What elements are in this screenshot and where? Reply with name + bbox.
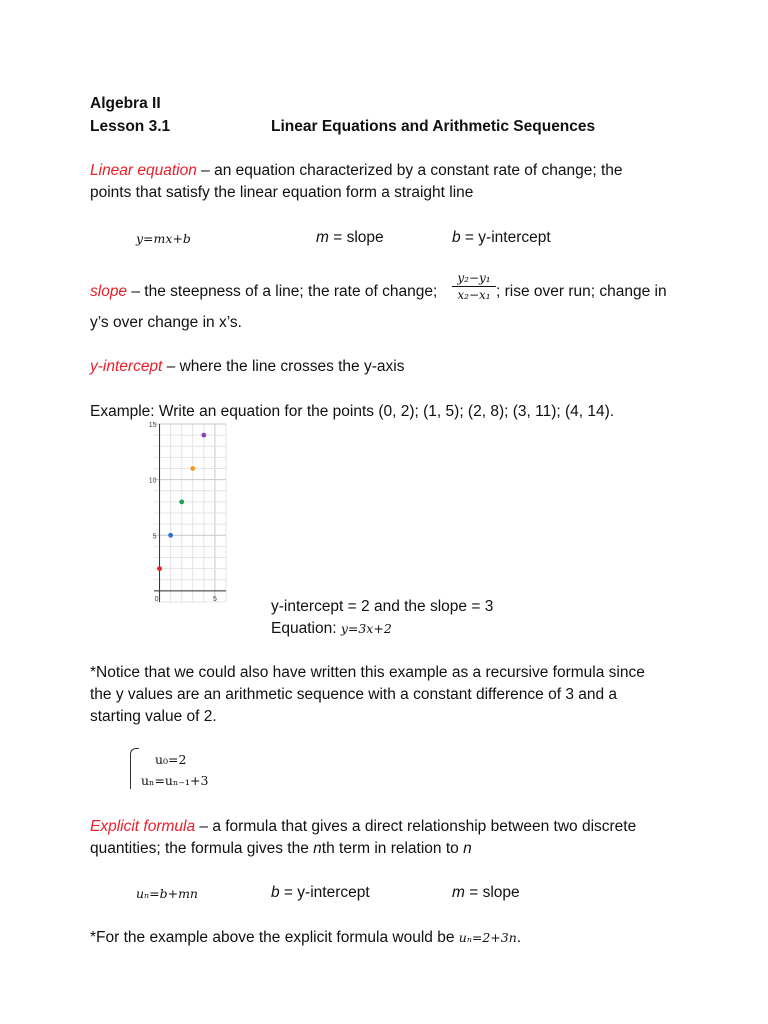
x-tick-label: 0 [154, 595, 159, 603]
explicit-n-2: n [463, 840, 472, 857]
m-var: m [316, 229, 329, 246]
slope-fraction [452, 271, 496, 302]
linear-equation-definition [90, 162, 623, 180]
equation-label: Equation: [271, 620, 341, 637]
y-tick-label: 15 [148, 422, 157, 429]
notice-line-2: the y values are an arithmetic sequence with a constant difference of 3 and a [90, 686, 618, 703]
slope-numerator: y₂−y₁ [457, 271, 491, 285]
equation-formula: y=3x+2 [340, 621, 392, 636]
lesson-title: Linear Equations and Arithmetic Sequences [271, 118, 596, 135]
m-desc: = slope [328, 229, 384, 246]
recursive-rule: uₙ=uₙ₋₁+3 [141, 773, 209, 788]
slope-text: – the steepness of a line; the rate of change; [127, 283, 438, 300]
y-tick-label: 10 [148, 477, 157, 485]
explicit-text: – a formula that gives a direct relationship between two discrete [195, 818, 637, 835]
slope-text-b: ; rise over run; change in [496, 283, 667, 300]
example-equation [271, 620, 392, 638]
explicit-formula: uₙ=b+mn [136, 886, 198, 901]
lesson-number: Lesson 3.1 [90, 118, 171, 135]
slope-term: slope [90, 283, 128, 300]
data-point [157, 566, 162, 571]
explicit-example [90, 929, 521, 947]
y-intercept-text: – where the line crosses the y-axis [162, 358, 405, 375]
explicit-b-desc: = y-intercept [279, 884, 370, 901]
y-tick-label: 5 [152, 533, 157, 541]
notice-line-1: *Notice that we could also have written this example as a recursive formula since [90, 664, 645, 681]
example-result: y-intercept = 2 and the slope = 3 [271, 598, 494, 615]
example-scatter-chart [130, 420, 230, 620]
recursive-initial: u₀=2 [155, 752, 187, 767]
example-prompt: Example: Write an equation for the points (0, 2); (1, 5); (2, 8); (3, 11); (4, 14). [90, 403, 615, 420]
recursive-brace [130, 748, 139, 789]
linear-equation-term: Linear equation [90, 162, 197, 179]
m-definition [316, 229, 384, 247]
data-point [168, 533, 173, 538]
explicit-m-var: m [452, 884, 465, 901]
data-point [201, 433, 206, 438]
explicit-b-definition [271, 884, 370, 902]
slope-denominator: x₂−x₁ [457, 288, 491, 302]
explicit-m-definition [452, 884, 520, 902]
y-intercept-definition [90, 358, 404, 376]
linear-equation-text-2: points that satisfy the linear equation form a straight line [90, 184, 474, 201]
b-var: b [452, 229, 461, 246]
explicit-example-text: *For the example above the explicit formula would be [90, 929, 459, 946]
explicit-term: Explicit formula [90, 818, 196, 835]
notice-line-3: starting value of 2. [90, 708, 217, 725]
linear-equation-text: – an equation characterized by a constant rate of change; the [196, 162, 623, 179]
slope-text-2: y’s over change in x’s. [90, 314, 242, 331]
x-tick-label: 5 [212, 595, 217, 603]
b-desc: = y-intercept [460, 229, 551, 246]
slope-definition [90, 283, 437, 301]
explicit-b-var: b [271, 884, 280, 901]
data-point [179, 499, 184, 504]
explicit-definition [90, 818, 636, 836]
slope-intercept-formula: y=mx+b [136, 231, 191, 246]
explicit-example-formula: uₙ=2+3n [458, 930, 517, 945]
y-intercept-term: y-intercept [90, 358, 163, 375]
course-title: Algebra II [90, 95, 161, 112]
explicit-n: n [313, 840, 322, 857]
b-definition [452, 229, 551, 247]
explicit-text-2b: th term in relation to [321, 840, 464, 857]
explicit-example-period: . [516, 929, 522, 946]
explicit-text-2 [90, 840, 472, 858]
explicit-text-2a: quantities; the formula gives the [90, 840, 314, 857]
explicit-m-desc: = slope [464, 884, 520, 901]
data-point [190, 466, 195, 471]
